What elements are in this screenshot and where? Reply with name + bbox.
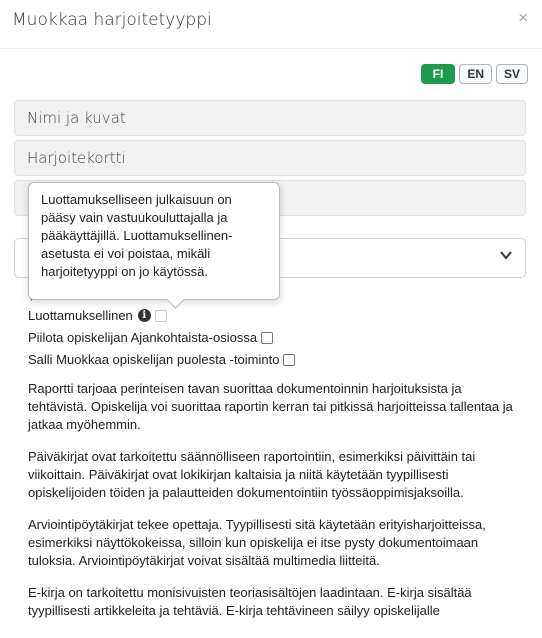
language-switcher xyxy=(421,64,528,84)
confidential-checkbox[interactable] xyxy=(155,310,167,322)
allow-edit-label: Salli Muokkaa opiskelijan puolesta -toiminto xyxy=(28,352,280,367)
description-diary: Päiväkirjat ovat tarkoitettu säännölliseen raportointiin, esimerkiksi päivittäin tai viikoittain. Päiväkirjat ovat lokikirjan kaltaisia ja niitä käytetään tyypillisesti opiskelijoiden töiden ja palautteiden dokumentointiin työssäoppimisjaksoilla. xyxy=(28,449,476,500)
accordion-exercise-card[interactable]: Harjoitekortti xyxy=(14,140,526,176)
description-ebook: E-kirja on tarkoitettu monisivuisten teoriasisältöjen laadintaan. E-kirja sisältää tyypillisesti artikkeleita ja tehtäviä. E-kirja tehtävineen säilyy opiskelijalle xyxy=(28,585,472,618)
allow-edit-row xyxy=(28,352,295,367)
lang-fi-button[interactable]: FI xyxy=(421,64,456,84)
lang-en-button[interactable]: EN xyxy=(459,64,492,84)
confidential-row xyxy=(28,308,167,323)
info-icon[interactable]: i xyxy=(138,309,151,322)
description-assessment: Arviointipöytäkirjat tekee opettaja. Tyypillisesti sitä käytetään erityisharjoitteissa, esimerkiksi näyttökokeissa, silloin kun opiskelija ei itse pysty dokumentoimaan tuloksia. Arviointipöytäkirjat voivat sisältää multimedia liitteitä. xyxy=(28,517,486,568)
allow-edit-checkbox[interactable] xyxy=(283,354,295,366)
hide-student-row xyxy=(28,330,273,345)
confidential-label: Luottamuksellinen xyxy=(28,308,133,323)
confidential-tooltip: Luottamukselliseen julkaisuun on pääsy vain vastuukouluttajalla ja pääkäyttäjillä. Luottamuksellinen-asetusta ei voi poistaa, mikäli harjoitetyyppi on jo käytössä. xyxy=(28,182,280,300)
modal-title: Muokkaa harjoitetyyppi xyxy=(12,10,212,30)
hide-student-checkbox[interactable] xyxy=(261,332,273,344)
chevron-down-icon xyxy=(499,248,513,265)
lang-sv-button[interactable]: SV xyxy=(496,64,528,84)
hide-student-label: Piilota opiskelijan Ajankohtaista-osiossa xyxy=(28,330,258,345)
modal-header xyxy=(0,0,542,49)
close-icon[interactable]: × xyxy=(518,8,528,27)
description-report: Raportti tarjoaa perinteisen tavan suorittaa dokumentoinnin harjoituksista ja tehtävistä. Opiskelija voi suorittaa raportin kerran tai pitkissä harjoitteissa tallentaa ja jatkaa myöhemmin. xyxy=(28,381,513,432)
accordion-names-images[interactable]: Nimi ja kuvat xyxy=(14,100,526,136)
